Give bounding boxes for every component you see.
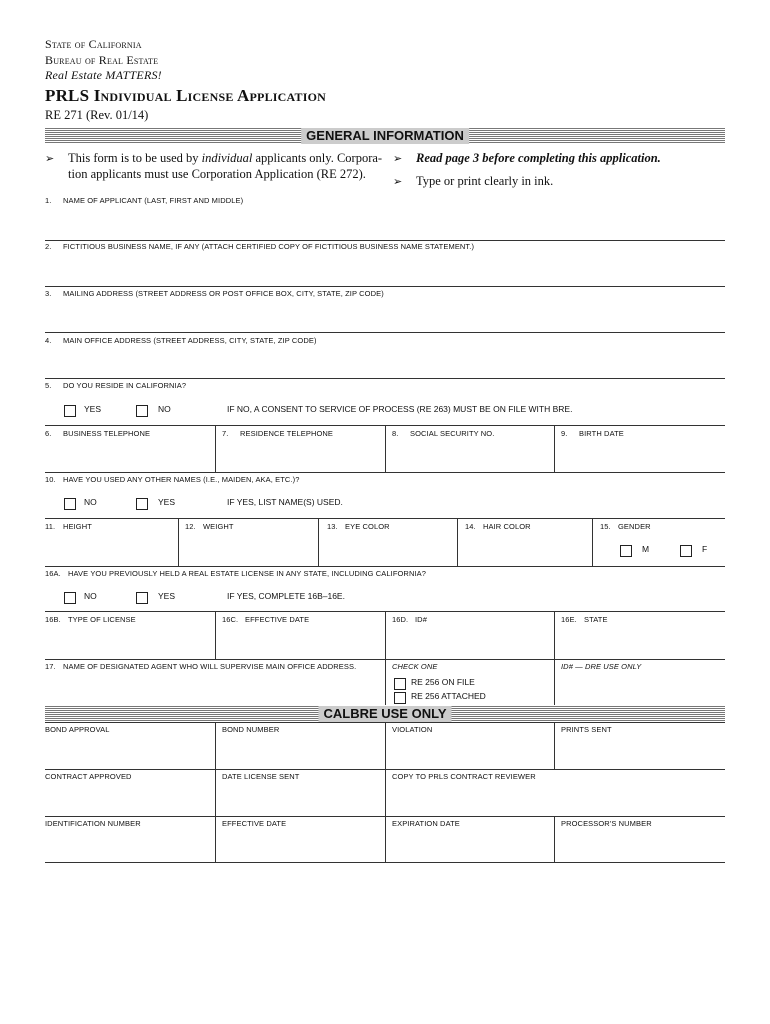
field-weight[interactable]: 12. WEIGHT <box>185 522 234 531</box>
general-information-banner <box>45 128 725 144</box>
previous-license-no-label: NO <box>84 591 97 601</box>
calbre-use-only-banner <box>45 706 725 722</box>
reside-yes-label: YES <box>84 404 102 414</box>
divider <box>45 518 725 519</box>
divider <box>45 472 725 473</box>
field-designated-agent[interactable]: 17. NAME OF DESIGNATED AGENT WHO WILL SUPERVISE MAIN OFFICE ADDRESS. <box>45 662 357 671</box>
field-reside-california-label: 5. DO YOU RESIDE IN CALIFORNIA? <box>45 381 187 390</box>
re256-attached-label: RE 256 ATTACHED <box>411 691 486 701</box>
field-social-security[interactable]: 8. SOCIAL SECURITY NO. <box>392 429 495 438</box>
field-hair-color[interactable]: 14. HAIR COLOR <box>465 522 531 531</box>
field-license-id[interactable]: 16D. ID# <box>392 615 427 624</box>
field-mailing-address-input[interactable] <box>45 332 725 333</box>
previous-license-yes-label: YES <box>158 591 176 601</box>
field-main-office-input[interactable] <box>45 378 725 379</box>
arrow-bullet-icon: ➢ <box>393 152 403 165</box>
arrow-bullet-icon: ➢ <box>45 152 55 165</box>
divider <box>215 425 216 472</box>
reside-yes-checkbox[interactable] <box>64 405 76 417</box>
divider <box>45 862 725 863</box>
check-one-label: CHECK ONE <box>392 662 438 671</box>
field-fictitious-name-input[interactable] <box>45 286 725 287</box>
calbre-effective-date[interactable]: EFFECTIVE DATE <box>222 819 287 828</box>
gender-f-label: F <box>702 544 708 554</box>
calbre-use-only-title: CALBRE USE ONLY <box>318 706 451 722</box>
divider <box>457 518 458 566</box>
field-applicant-name-label: 1. NAME OF APPLICANT (LAST, FIRST AND MIDDLE) <box>45 196 244 205</box>
calbre-bond-number[interactable]: BOND NUMBER <box>222 725 280 734</box>
re256-attached-checkbox[interactable] <box>394 692 406 704</box>
field-other-names-label: 10. HAVE YOU USED ANY OTHER NAMES (I.E., MAIDEN, AKA, ETC.)? <box>45 475 300 484</box>
divider <box>215 722 216 862</box>
divider <box>318 518 319 566</box>
other-names-yes-checkbox[interactable] <box>136 498 148 510</box>
divider <box>385 425 386 472</box>
reside-no-label: NO <box>158 404 171 414</box>
reside-no-checkbox[interactable] <box>136 405 148 417</box>
general-information-title: GENERAL INFORMATION <box>301 128 469 144</box>
other-names-no-checkbox[interactable] <box>64 498 76 510</box>
calbre-expiration-date[interactable]: EXPIRATION DATE <box>392 819 460 828</box>
previous-license-yes-checkbox[interactable] <box>136 592 148 604</box>
gender-m-checkbox[interactable] <box>620 545 632 557</box>
agency-bureau: Bureau of Real Estate <box>45 53 159 67</box>
re256-on-file-label: RE 256 ON FILE <box>411 677 475 687</box>
divider <box>554 659 555 705</box>
divider <box>215 611 216 659</box>
divider <box>554 816 555 862</box>
calbre-identification-number[interactable]: IDENTIFICATION NUMBER <box>45 819 141 828</box>
divider <box>45 816 725 817</box>
previous-license-note: IF YES, COMPLETE 16B–16E. <box>227 591 345 601</box>
divider <box>554 611 555 659</box>
calbre-violation[interactable]: VIOLATION <box>392 725 433 734</box>
field-mailing-address-label: 3. MAILING ADDRESS (STREET ADDRESS OR POST OFFICE BOX, CITY, STATE, ZIP CODE) <box>45 289 384 298</box>
divider <box>45 769 725 770</box>
previous-license-no-checkbox[interactable] <box>64 592 76 604</box>
re256-on-file-checkbox[interactable] <box>394 678 406 690</box>
calbre-prints-sent[interactable]: PRINTS SENT <box>561 725 612 734</box>
other-names-yes-label: YES <box>158 497 176 507</box>
field-type-of-license[interactable]: 16B. TYPE OF LICENSE <box>45 615 136 624</box>
form-number: RE 271 (Rev. 01/14) <box>45 108 149 122</box>
divider <box>592 518 593 566</box>
divider <box>385 611 386 659</box>
divider <box>178 518 179 566</box>
intro-bullet-read-page3: Read page 3 before completing this application. <box>416 151 661 165</box>
field-fictitious-name-label: 2. FICTITIOUS BUSINESS NAME, IF ANY (ATTACH CERTIFIED COPY OF FICTITIOUS BUSINESS NAME STATEMENT.) <box>45 242 475 251</box>
field-effective-date[interactable]: 16C. EFFECTIVE DATE <box>222 615 310 624</box>
divider <box>385 659 386 705</box>
calbre-copy-to-reviewer[interactable]: COPY TO PRLS CONTRACT REVIEWER <box>392 772 536 781</box>
gender-f-checkbox[interactable] <box>680 545 692 557</box>
field-birth-date[interactable]: 9. BIRTH DATE <box>561 429 624 438</box>
other-names-note: IF YES, LIST NAME(S) USED. <box>227 497 343 507</box>
calbre-contract-approved[interactable]: CONTRACT APPROVED <box>45 772 132 781</box>
intro-bullet-individual: This form is to be used by individual applicants only. Corpora- tion applicants must use Corporation Application (RE 272). <box>68 151 383 181</box>
field-main-office-label: 4. MAIN OFFICE ADDRESS (STREET ADDRESS, CITY, STATE, ZIP CODE) <box>45 336 317 345</box>
divider <box>385 722 386 862</box>
calbre-processor-number[interactable]: PROCESSOR'S NUMBER <box>561 819 652 828</box>
field-gender-label: 15. GENDER <box>600 522 651 531</box>
field-previous-license-label: 16A. HAVE YOU PREVIOUSLY HELD A REAL ESTATE LICENSE IN ANY STATE, INCLUDING CALIFORNIA? <box>45 569 427 578</box>
agency-slogan: Real Estate MATTERS! <box>45 68 162 82</box>
divider <box>45 566 725 567</box>
reside-note: IF NO, A CONSENT TO SERVICE OF PROCESS (RE 263) MUST BE ON FILE WITH BRE. <box>227 404 573 414</box>
other-names-no-label: NO <box>84 497 97 507</box>
agency-state: State of California <box>45 37 142 51</box>
gender-m-label: M <box>642 544 650 554</box>
divider <box>554 425 555 472</box>
calbre-date-license-sent[interactable]: DATE LICENSE SENT <box>222 772 300 781</box>
form-title: PRLS Individual License Application <box>45 86 326 105</box>
arrow-bullet-icon: ➢ <box>393 175 403 188</box>
field-agent-id[interactable]: ID# — DRE USE ONLY <box>561 662 642 671</box>
field-license-state[interactable]: 16E. STATE <box>561 615 608 624</box>
field-business-telephone[interactable]: 6. BUSINESS TELEPHONE <box>45 429 151 438</box>
calbre-bond-approval[interactable]: BOND APPROVAL <box>45 725 110 734</box>
field-applicant-name-input[interactable] <box>45 240 725 241</box>
divider <box>554 722 555 769</box>
field-height[interactable]: 11. HEIGHT <box>45 522 92 531</box>
intro-bullet-type-print: Type or print clearly in ink. <box>416 174 554 188</box>
field-eye-color[interactable]: 13. EYE COLOR <box>327 522 390 531</box>
field-residence-telephone[interactable]: 7. RESIDENCE TELEPHONE <box>222 429 334 438</box>
